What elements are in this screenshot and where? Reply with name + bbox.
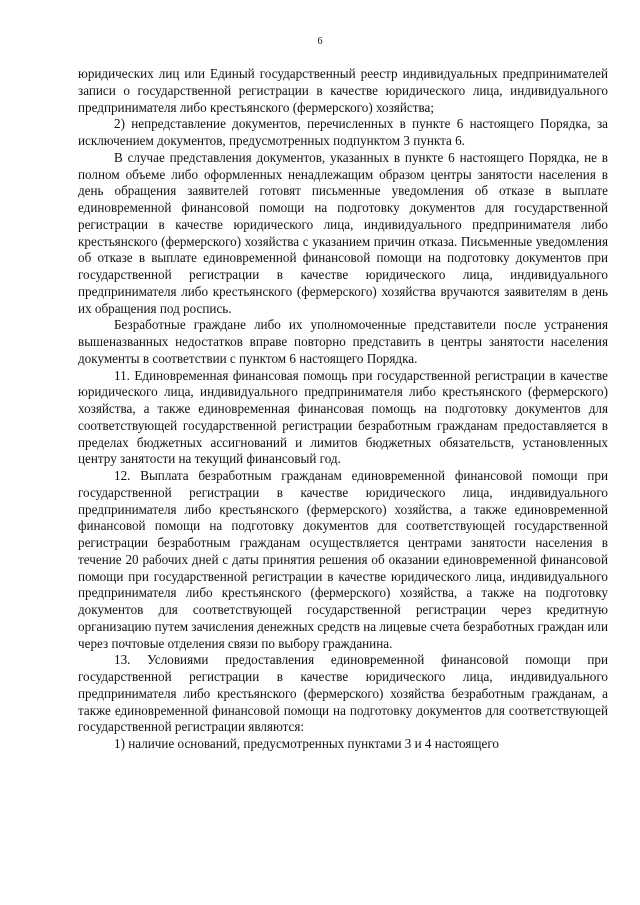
paragraph-clause-13: 13. Условиями предоставления единовременной финансовой помощи при государственной регистрации в качестве юридического лица, индивидуального предпринимателя либо крестьянского (фермерского) хозяйства безработным гражданам, а также единовременной финансовой помощи на подготовку документов для соответствующей государственной регистрации являются:	[78, 652, 608, 735]
paragraph-item-2: 2) непредставление документов, перечисленных в пункте 6 настоящего Порядка, за исключением документов, предусмотренных подпунктом 3 пункта 6.	[78, 116, 608, 148]
paragraph-refusal-notice: В случае представления документов, указанных в пункте 6 настоящего Порядка, не в полном объеме либо оформленных ненадлежащим образом центры занятости населения в день обращения заявителей готовят письменные уведомления об отказе в выплате единовременной финансовой помощи на подготовку документов для государственной регистрации в качестве юридического лица, индивидуального предпринимателя либо крестьянского (фермерского) хозяйства с указанием причин отказа. Письменные уведомления об отказе в выплате единовременной финансовой помощи на подготовку документов при государственной регистрации в качестве юридического лица, индивидуального предпринимателя либо крестьянского (фермерского) хозяйства вручаются заявителям в день их обращения под роспись.	[78, 149, 608, 316]
paragraph-resubmission: Безработные граждане либо их уполномоченные представители после устранения вышеназванных недостатков вправе повторно представить в центры занятости населения документы в соответствии с пунктом 6 настоящего Порядка.	[78, 317, 608, 366]
paragraph-clause-11: 11. Единовременная финансовая помощь при государственной регистрации в качестве юридического лица, индивидуального предпринимателя либо крестьянского (фермерского) хозяйства, а также единовременная финансовая помощь на подготовку документов для соответствующей государственной регистрации безработным гражданам предоставляется в пределах бюджетных ассигнований и лимитов бюджетных обязательств, установленных центру занятости на текущий финансовый год.	[78, 367, 608, 467]
page-number: 6	[317, 36, 323, 47]
paragraph-continuation: юридических лиц или Единый государственный реестр индивидуальных предпринимателей записи о государственной регистрации в качестве юридического лица, индивидуального предпринимателя либо крестьянского (фермерского) хозяйства;	[78, 66, 608, 115]
document-body	[78, 66, 608, 753]
paragraph-condition-1: 1) наличие оснований, предусмотренных пунктами 3 и 4 настоящего	[114, 736, 499, 751]
paragraph-clause-12: 12. Выплата безработным гражданам единовременной финансовой помощи при государственной регистрации в качестве юридического лица, индивидуального предпринимателя либо крестьянского (фермерского) хозяйства, а также единовременной финансовой помощи на подготовку документов для соответствующей государственной регистрации безработным гражданам осуществляется центрами занятости населения в течение 20 рабочих дней с даты принятия решения об оказании единовременной финансовой помощи при государственной регистрации в качестве юридического лица, индивидуального предпринимателя либо крестьянского (фермерского) хозяйства, а также на подготовку документов для соответствующей государственной регистрации через кредитную организацию путем зачисления денежных средств на лицевые счета безработных граждан или через почтовые отделения связи по выбору гражданина.	[78, 468, 608, 651]
